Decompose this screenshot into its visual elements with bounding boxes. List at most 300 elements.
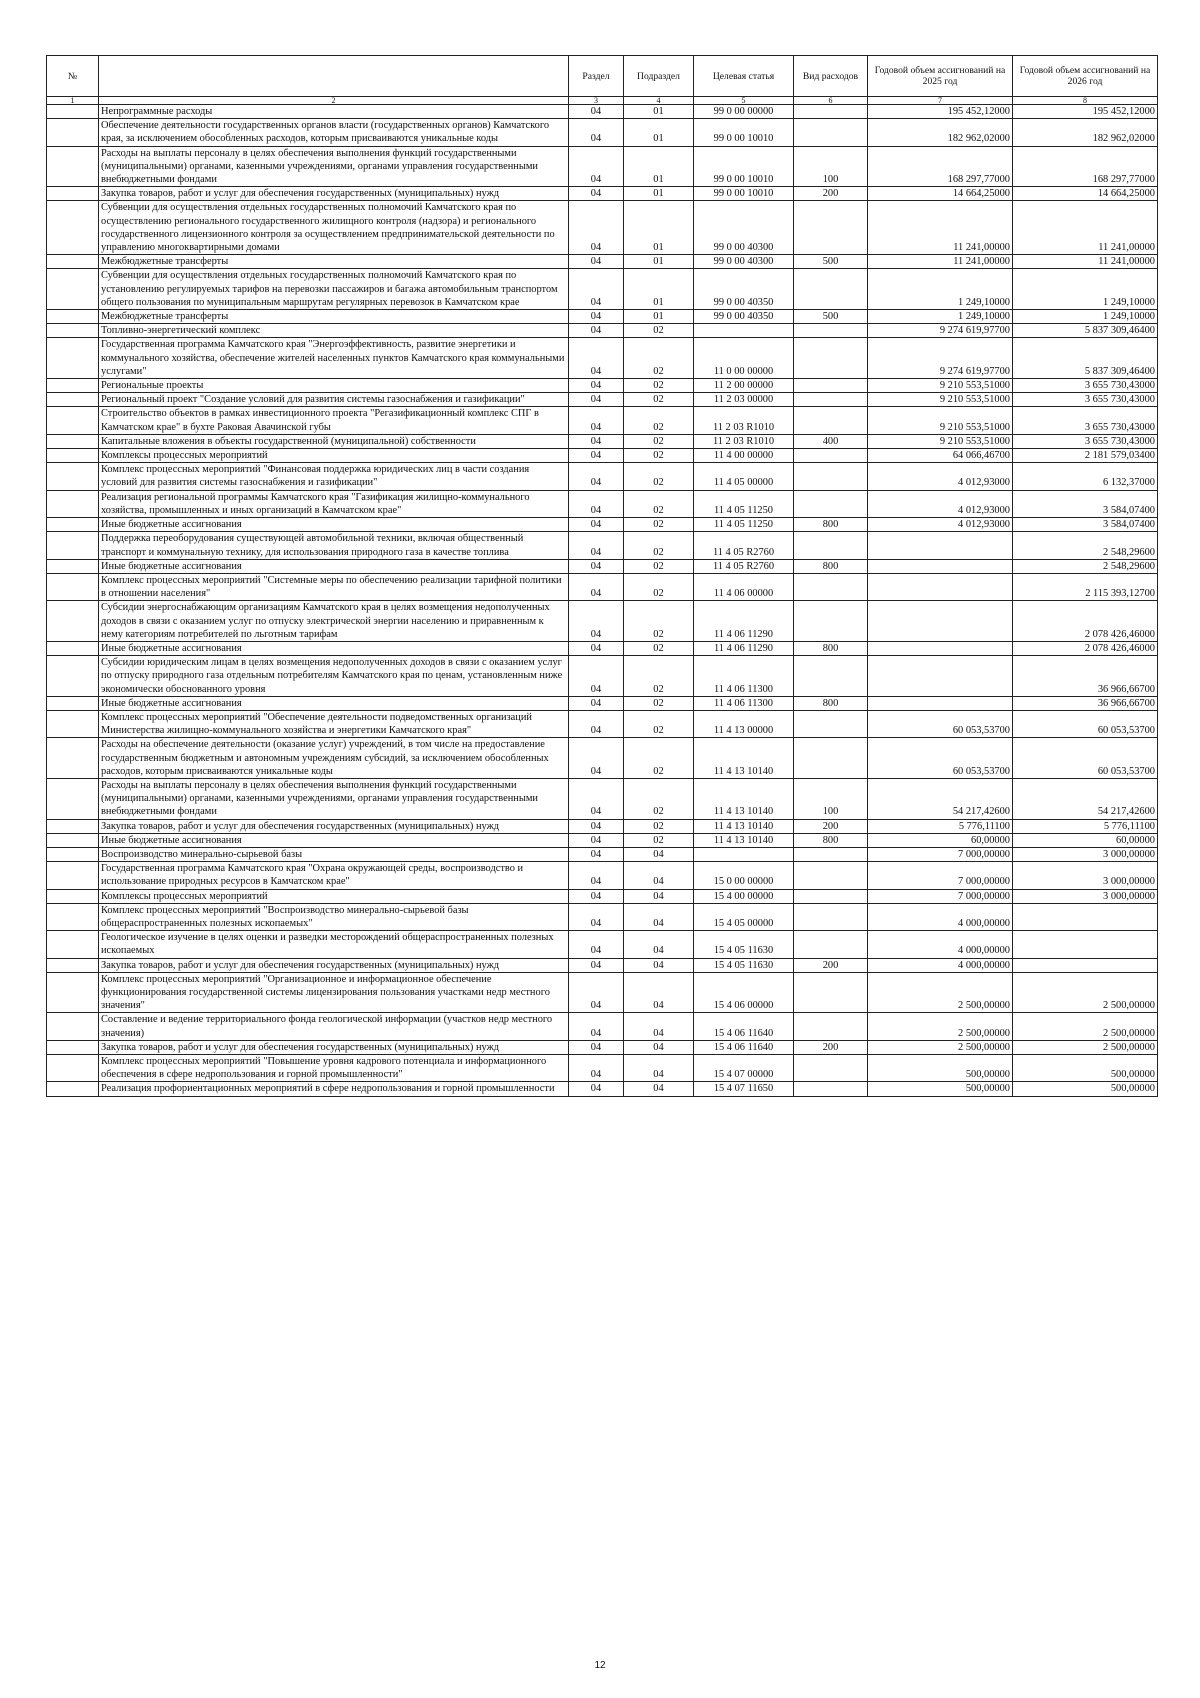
table-row	[47, 119, 1158, 146]
row-expense-type-cell	[794, 862, 868, 889]
row-target-article-cell	[694, 324, 794, 338]
table-row	[47, 738, 1158, 779]
row-amount-2026-cell: 60 053,53700	[1013, 710, 1158, 737]
row-target-article-cell: 11 4 05 R2760	[694, 559, 794, 573]
table-row	[47, 379, 1158, 393]
row-podrazdel-cell: 02	[624, 738, 694, 779]
table-row	[47, 958, 1158, 972]
table-row	[47, 407, 1158, 434]
row-number-cell	[47, 146, 99, 187]
row-amount-2026-cell: 6 132,37000	[1013, 463, 1158, 490]
header-podrazdel: Подраздел	[624, 56, 694, 97]
row-podrazdel-cell: 02	[624, 434, 694, 448]
row-razdel-cell: 04	[569, 972, 624, 1013]
row-amount-2025-cell: 4 012,93000	[868, 518, 1013, 532]
row-razdel-cell: 04	[569, 778, 624, 819]
row-expense-type-cell: 800	[794, 518, 868, 532]
row-name-cell: Межбюджетные трансферты	[99, 255, 569, 269]
table-row	[47, 490, 1158, 517]
row-name-cell: Межбюджетные трансферты	[99, 310, 569, 324]
row-expense-type-cell	[794, 601, 868, 642]
row-expense-type-cell	[794, 532, 868, 559]
row-name-cell: Субсидии юридическим лицам в целях возмещения недополученных доходов в связи с оказанием услуг по отпуску природного газа отдельным потребителям Камчатского края по ценам, установленным ниже экономически обоснованного уровня	[99, 656, 569, 697]
row-name-cell: Расходы на выплаты персоналу в целях обеспечения выполнения функций государственными (муниципальными) органами, казенными учреждениями, органами управления государственными внебюджетными фондами	[99, 778, 569, 819]
table-row	[47, 201, 1158, 255]
row-podrazdel-cell: 02	[624, 338, 694, 379]
row-target-article-cell: 11 2 03 R1010	[694, 407, 794, 434]
table-row	[47, 903, 1158, 930]
header-amount-2025: Годовой объем ассигнований на 2025 год	[868, 56, 1013, 97]
table-row	[47, 656, 1158, 697]
row-name-cell: Региональный проект "Создание условий для развития системы газоснабжения и газификации"	[99, 393, 569, 407]
header-number: №	[47, 56, 99, 97]
row-name-cell: Иные бюджетные ассигнования	[99, 696, 569, 710]
row-name-cell: Закупка товаров, работ и услуг для обеспечения государственных (муниципальных) нужд	[99, 187, 569, 201]
row-amount-2026-cell: 500,00000	[1013, 1055, 1158, 1082]
row-amount-2026-cell: 5 776,11100	[1013, 819, 1158, 833]
row-amount-2026-cell: 3 655 730,43000	[1013, 379, 1158, 393]
row-target-article-cell: 11 0 00 00000	[694, 338, 794, 379]
row-amount-2025-cell: 9 210 553,51000	[868, 393, 1013, 407]
budget-table	[46, 55, 1158, 1097]
row-expense-type-cell	[794, 105, 868, 119]
row-razdel-cell: 04	[569, 119, 624, 146]
row-name-cell: Иные бюджетные ассигнования	[99, 559, 569, 573]
row-target-article-cell: 99 0 00 40300	[694, 201, 794, 255]
row-amount-2026-cell: 3 000,00000	[1013, 847, 1158, 861]
row-target-article-cell: 99 0 00 00000	[694, 105, 794, 119]
row-target-article-cell: 11 4 13 10140	[694, 819, 794, 833]
row-amount-2026-cell	[1013, 903, 1158, 930]
row-number-cell	[47, 324, 99, 338]
row-podrazdel-cell: 04	[624, 1055, 694, 1082]
row-expense-type-cell: 800	[794, 559, 868, 573]
row-amount-2025-cell: 7 000,00000	[868, 889, 1013, 903]
table-row	[47, 518, 1158, 532]
row-razdel-cell: 04	[569, 269, 624, 310]
row-razdel-cell: 04	[569, 696, 624, 710]
row-amount-2025-cell: 168 297,77000	[868, 146, 1013, 187]
page-number: 12	[594, 1660, 606, 1671]
row-number-cell	[47, 1082, 99, 1096]
row-podrazdel-cell: 01	[624, 187, 694, 201]
row-expense-type-cell: 200	[794, 187, 868, 201]
row-name-cell: Иные бюджетные ассигнования	[99, 641, 569, 655]
row-target-article-cell: 11 4 05 R2760	[694, 532, 794, 559]
row-podrazdel-cell: 02	[624, 379, 694, 393]
column-number: 7	[868, 97, 1013, 105]
row-number-cell	[47, 778, 99, 819]
row-amount-2025-cell: 4 012,93000	[868, 490, 1013, 517]
row-razdel-cell: 04	[569, 819, 624, 833]
row-amount-2025-cell: 182 962,02000	[868, 119, 1013, 146]
row-expense-type-cell: 200	[794, 819, 868, 833]
row-target-article-cell: 15 0 00 00000	[694, 862, 794, 889]
row-target-article-cell: 15 4 06 11640	[694, 1013, 794, 1040]
row-amount-2026-cell: 2 548,29600	[1013, 559, 1158, 573]
row-razdel-cell: 04	[569, 532, 624, 559]
table-row	[47, 324, 1158, 338]
row-number-cell	[47, 490, 99, 517]
row-name-cell: Закупка товаров, работ и услуг для обеспечения государственных (муниципальных) нужд	[99, 1040, 569, 1054]
row-amount-2025-cell: 60 053,53700	[868, 738, 1013, 779]
row-amount-2026-cell: 3 584,07400	[1013, 518, 1158, 532]
row-name-cell: Воспроизводство минерально-сырьевой базы	[99, 847, 569, 861]
row-name-cell: Комплекс процессных мероприятий "Системные меры по обеспечению реализации тарифной политики в отношении населения"	[99, 573, 569, 600]
row-number-cell	[47, 641, 99, 655]
row-name-cell: Топливно-энергетический комплекс	[99, 324, 569, 338]
row-amount-2026-cell: 2 500,00000	[1013, 1013, 1158, 1040]
column-number: 2	[99, 97, 569, 105]
row-expense-type-cell	[794, 738, 868, 779]
table-row	[47, 463, 1158, 490]
row-expense-type-cell	[794, 407, 868, 434]
row-number-cell	[47, 833, 99, 847]
column-number: 8	[1013, 97, 1158, 105]
row-name-cell: Комплекс процессных мероприятий "Воспроизводство минерально-сырьевой базы общераспространенных полезных ископаемых"	[99, 903, 569, 930]
row-target-article-cell: 15 4 06 11640	[694, 1040, 794, 1054]
row-number-cell	[47, 656, 99, 697]
row-number-cell	[47, 269, 99, 310]
row-expense-type-cell	[794, 656, 868, 697]
table-row	[47, 1055, 1158, 1082]
table-row	[47, 972, 1158, 1013]
row-number-cell	[47, 847, 99, 861]
row-podrazdel-cell: 04	[624, 931, 694, 958]
table-row	[47, 847, 1158, 861]
row-amount-2025-cell: 4 000,00000	[868, 931, 1013, 958]
row-expense-type-cell	[794, 847, 868, 861]
row-razdel-cell: 04	[569, 889, 624, 903]
row-name-cell: Субсидии энергоснабжающим организациям Камчатского края в целях возмещения недополученных доходов в связи с оказанием услуг по отпуску электрической энергии населению и приравненным к нему категориям потребителей по льготным тарифам	[99, 601, 569, 642]
row-razdel-cell: 04	[569, 310, 624, 324]
row-name-cell: Непрограммные расходы	[99, 105, 569, 119]
row-amount-2025-cell	[868, 656, 1013, 697]
row-target-article-cell: 11 4 06 11290	[694, 641, 794, 655]
row-target-article-cell: 99 0 00 10010	[694, 119, 794, 146]
row-number-cell	[47, 972, 99, 1013]
row-target-article-cell: 11 4 13 10140	[694, 833, 794, 847]
row-amount-2025-cell: 1 249,10000	[868, 310, 1013, 324]
row-amount-2026-cell: 182 962,02000	[1013, 119, 1158, 146]
table-row	[47, 778, 1158, 819]
budget-table-sheet	[46, 55, 1157, 1097]
row-name-cell: Строительство объектов в рамках инвестиционного проекта "Регазификационный комплекс СПГ в Камчатском крае" в бухте Раковая Авачинской губы	[99, 407, 569, 434]
table-row	[47, 434, 1158, 448]
row-podrazdel-cell: 02	[624, 449, 694, 463]
row-podrazdel-cell: 04	[624, 903, 694, 930]
row-amount-2025-cell	[868, 601, 1013, 642]
row-name-cell: Составление и ведение территориального фонда геологической информации (участков недр местного значения)	[99, 1013, 569, 1040]
row-amount-2025-cell	[868, 573, 1013, 600]
row-amount-2026-cell: 168 297,77000	[1013, 146, 1158, 187]
row-podrazdel-cell: 02	[624, 490, 694, 517]
row-name-cell: Комплексы процессных мероприятий	[99, 889, 569, 903]
row-razdel-cell: 04	[569, 641, 624, 655]
row-target-article-cell: 15 4 07 11650	[694, 1082, 794, 1096]
row-amount-2026-cell: 2 548,29600	[1013, 532, 1158, 559]
row-amount-2025-cell	[868, 641, 1013, 655]
row-expense-type-cell	[794, 710, 868, 737]
row-razdel-cell: 04	[569, 1082, 624, 1096]
row-expense-type-cell	[794, 379, 868, 393]
column-number: 1	[47, 97, 99, 105]
row-number-cell	[47, 393, 99, 407]
row-razdel-cell: 04	[569, 490, 624, 517]
row-number-cell	[47, 255, 99, 269]
row-amount-2025-cell: 2 500,00000	[868, 972, 1013, 1013]
row-number-cell	[47, 573, 99, 600]
row-amount-2026-cell: 14 664,25000	[1013, 187, 1158, 201]
row-expense-type-cell	[794, 1055, 868, 1082]
row-podrazdel-cell: 02	[624, 324, 694, 338]
row-amount-2025-cell: 11 241,00000	[868, 201, 1013, 255]
row-number-cell	[47, 532, 99, 559]
row-name-cell: Комплекс процессных мероприятий "Обеспечение деятельности подведомственных организаций Министерства жилищно-коммунального хозяйства и энергетики Камчатского края"	[99, 710, 569, 737]
row-number-cell	[47, 559, 99, 573]
row-target-article-cell: 99 0 00 10010	[694, 187, 794, 201]
row-amount-2026-cell: 195 452,12000	[1013, 105, 1158, 119]
row-target-article-cell: 15 4 06 00000	[694, 972, 794, 1013]
row-expense-type-cell: 800	[794, 696, 868, 710]
row-razdel-cell: 04	[569, 201, 624, 255]
table-row	[47, 187, 1158, 201]
row-podrazdel-cell: 02	[624, 573, 694, 600]
row-number-cell	[47, 449, 99, 463]
row-amount-2026-cell: 3 000,00000	[1013, 862, 1158, 889]
row-name-cell: Закупка товаров, работ и услуг для обеспечения государственных (муниципальных) нужд	[99, 819, 569, 833]
row-expense-type-cell	[794, 1013, 868, 1040]
row-expense-type-cell: 200	[794, 1040, 868, 1054]
row-expense-type-cell	[794, 338, 868, 379]
row-podrazdel-cell: 01	[624, 119, 694, 146]
row-number-cell	[47, 696, 99, 710]
table-row	[47, 146, 1158, 187]
row-razdel-cell: 04	[569, 393, 624, 407]
row-podrazdel-cell: 02	[624, 393, 694, 407]
row-amount-2025-cell: 5 776,11100	[868, 819, 1013, 833]
row-target-article-cell: 11 4 05 00000	[694, 463, 794, 490]
row-target-article-cell: 11 4 00 00000	[694, 449, 794, 463]
row-amount-2026-cell: 3 584,07400	[1013, 490, 1158, 517]
row-number-cell	[47, 931, 99, 958]
row-name-cell: Субвенции для осуществления отдельных государственных полномочий Камчатского края по установлению регулируемых тарифов на перевозки пассажиров и багажа автомобильным транспортом общего пользования по муниципальным маршрутам регулярных перевозок в Камчатском крае	[99, 269, 569, 310]
row-amount-2025-cell: 7 000,00000	[868, 847, 1013, 861]
row-amount-2025-cell: 14 664,25000	[868, 187, 1013, 201]
row-amount-2025-cell	[868, 532, 1013, 559]
row-amount-2025-cell: 2 500,00000	[868, 1040, 1013, 1054]
row-expense-type-cell: 100	[794, 778, 868, 819]
row-number-cell	[47, 187, 99, 201]
row-amount-2026-cell: 11 241,00000	[1013, 255, 1158, 269]
row-razdel-cell: 04	[569, 931, 624, 958]
row-podrazdel-cell: 02	[624, 559, 694, 573]
table-row	[47, 105, 1158, 119]
row-razdel-cell: 04	[569, 434, 624, 448]
column-number: 4	[624, 97, 694, 105]
header-target-article: Целевая статья	[694, 56, 794, 97]
row-amount-2025-cell: 4 000,00000	[868, 958, 1013, 972]
row-amount-2026-cell: 3 655 730,43000	[1013, 434, 1158, 448]
row-target-article-cell: 11 4 06 11300	[694, 696, 794, 710]
row-amount-2025-cell: 60 053,53700	[868, 710, 1013, 737]
table-row	[47, 255, 1158, 269]
row-number-cell	[47, 407, 99, 434]
row-number-cell	[47, 1013, 99, 1040]
row-number-cell	[47, 738, 99, 779]
row-name-cell: Комплексы процессных мероприятий	[99, 449, 569, 463]
table-row	[47, 338, 1158, 379]
row-amount-2026-cell: 1 249,10000	[1013, 269, 1158, 310]
row-target-article-cell: 15 4 05 11630	[694, 931, 794, 958]
row-number-cell	[47, 862, 99, 889]
row-name-cell: Иные бюджетные ассигнования	[99, 518, 569, 532]
table-header	[47, 56, 1158, 105]
row-amount-2026-cell: 36 966,66700	[1013, 656, 1158, 697]
row-amount-2025-cell: 9 274 619,97700	[868, 338, 1013, 379]
row-amount-2025-cell: 2 500,00000	[868, 1013, 1013, 1040]
table-row	[47, 601, 1158, 642]
header-amount-2026: Годовой объем ассигнований на 2026 год	[1013, 56, 1158, 97]
row-target-article-cell: 11 4 06 11300	[694, 656, 794, 697]
row-target-article-cell: 11 4 05 11250	[694, 490, 794, 517]
header-razdel: Раздел	[569, 56, 624, 97]
row-expense-type-cell	[794, 931, 868, 958]
row-expense-type-cell	[794, 1082, 868, 1096]
row-amount-2025-cell	[868, 696, 1013, 710]
table-row	[47, 889, 1158, 903]
table-row	[47, 931, 1158, 958]
row-amount-2025-cell: 54 217,42600	[868, 778, 1013, 819]
row-podrazdel-cell: 02	[624, 407, 694, 434]
table-row	[47, 862, 1158, 889]
row-amount-2025-cell	[868, 559, 1013, 573]
row-amount-2026-cell: 2 115 393,12700	[1013, 573, 1158, 600]
row-expense-type-cell: 100	[794, 146, 868, 187]
row-amount-2026-cell: 60 053,53700	[1013, 738, 1158, 779]
row-number-cell	[47, 958, 99, 972]
row-podrazdel-cell: 02	[624, 532, 694, 559]
row-razdel-cell: 04	[569, 518, 624, 532]
table-row	[47, 532, 1158, 559]
row-amount-2026-cell	[1013, 958, 1158, 972]
row-target-article-cell: 15 4 05 11630	[694, 958, 794, 972]
row-target-article-cell: 11 2 03 00000	[694, 393, 794, 407]
row-number-cell	[47, 119, 99, 146]
header-expense-type: Вид расходов	[794, 56, 868, 97]
row-razdel-cell: 04	[569, 1013, 624, 1040]
row-target-article-cell: 15 4 07 00000	[694, 1055, 794, 1082]
row-amount-2025-cell: 11 241,00000	[868, 255, 1013, 269]
row-razdel-cell: 04	[569, 1055, 624, 1082]
row-podrazdel-cell: 02	[624, 710, 694, 737]
table-row	[47, 833, 1158, 847]
row-podrazdel-cell: 04	[624, 1040, 694, 1054]
row-number-cell	[47, 310, 99, 324]
table-row	[47, 449, 1158, 463]
row-razdel-cell: 04	[569, 1040, 624, 1054]
row-name-cell: Реализация профориентационных мероприятий в сфере недропользования и горной промышленности	[99, 1082, 569, 1096]
row-expense-type-cell: 500	[794, 310, 868, 324]
row-name-cell: Закупка товаров, работ и услуг для обеспечения государственных (муниципальных) нужд	[99, 958, 569, 972]
row-amount-2025-cell: 64 066,46700	[868, 449, 1013, 463]
row-target-article-cell	[694, 847, 794, 861]
row-target-article-cell: 11 4 13 10140	[694, 778, 794, 819]
row-amount-2026-cell: 11 241,00000	[1013, 201, 1158, 255]
column-number: 3	[569, 97, 624, 105]
row-podrazdel-cell: 04	[624, 1013, 694, 1040]
row-target-article-cell: 15 4 00 00000	[694, 889, 794, 903]
table-row	[47, 710, 1158, 737]
row-target-article-cell: 15 4 05 00000	[694, 903, 794, 930]
row-amount-2025-cell: 9 210 553,51000	[868, 407, 1013, 434]
row-name-cell: Реализация региональной программы Камчатского края "Газификация жилищно-коммунального хозяйства, промышленных и иных организаций в Камчатском крае"	[99, 490, 569, 517]
row-razdel-cell: 04	[569, 958, 624, 972]
row-amount-2025-cell: 60,00000	[868, 833, 1013, 847]
table-row	[47, 573, 1158, 600]
row-razdel-cell: 04	[569, 847, 624, 861]
row-podrazdel-cell: 02	[624, 819, 694, 833]
row-podrazdel-cell: 02	[624, 463, 694, 490]
table-row	[47, 1040, 1158, 1054]
row-razdel-cell: 04	[569, 187, 624, 201]
row-number-cell	[47, 338, 99, 379]
table-row	[47, 819, 1158, 833]
row-expense-type-cell	[794, 119, 868, 146]
row-number-cell	[47, 1055, 99, 1082]
row-target-article-cell: 99 0 00 40300	[694, 255, 794, 269]
row-number-cell	[47, 601, 99, 642]
row-name-cell: Расходы на обеспечение деятельности (оказание услуг) учреждений, в том числе на предоставление государственным бюджетным и автономным учреждениям субсидий, за исключением обособленных расходов, которым присваиваются уникальные коды	[99, 738, 569, 779]
row-name-cell: Комплекс процессных мероприятий "Организационное и информационное обеспечение функционирования государственной системы лицензирования пользования участками недр местного значения"	[99, 972, 569, 1013]
row-expense-type-cell	[794, 201, 868, 255]
row-expense-type-cell	[794, 393, 868, 407]
row-amount-2025-cell: 9 274 619,97700	[868, 324, 1013, 338]
row-amount-2026-cell: 5 837 309,46400	[1013, 338, 1158, 379]
row-podrazdel-cell: 02	[624, 518, 694, 532]
row-razdel-cell: 04	[569, 559, 624, 573]
row-amount-2025-cell: 195 452,12000	[868, 105, 1013, 119]
row-expense-type-cell: 400	[794, 434, 868, 448]
row-amount-2025-cell: 7 000,00000	[868, 862, 1013, 889]
row-name-cell: Комплекс процессных мероприятий "Финансовая поддержка юридических лиц в части создания условий для развития системы газоснабжения и газификации"	[99, 463, 569, 490]
table-row	[47, 641, 1158, 655]
row-name-cell: Комплекс процессных мероприятий "Повышение уровня кадрового потенциала и информационного обеспечения в сфере недропользования и горной промышленности"	[99, 1055, 569, 1082]
row-razdel-cell: 04	[569, 146, 624, 187]
row-target-article-cell: 11 4 06 00000	[694, 573, 794, 600]
row-number-cell	[47, 105, 99, 119]
row-razdel-cell: 04	[569, 105, 624, 119]
row-amount-2026-cell: 2 181 579,03400	[1013, 449, 1158, 463]
table-row	[47, 393, 1158, 407]
row-podrazdel-cell: 01	[624, 105, 694, 119]
row-target-article-cell: 99 0 00 40350	[694, 269, 794, 310]
row-number-cell	[47, 379, 99, 393]
row-amount-2026-cell: 2 500,00000	[1013, 972, 1158, 1013]
row-target-article-cell: 11 2 03 R1010	[694, 434, 794, 448]
row-amount-2025-cell: 4 012,93000	[868, 463, 1013, 490]
row-expense-type-cell	[794, 573, 868, 600]
row-amount-2026-cell: 3 655 730,43000	[1013, 393, 1158, 407]
row-podrazdel-cell: 04	[624, 972, 694, 1013]
table-row	[47, 1013, 1158, 1040]
row-number-cell	[47, 710, 99, 737]
row-amount-2026-cell: 2 500,00000	[1013, 1040, 1158, 1054]
row-amount-2026-cell: 5 837 309,46400	[1013, 324, 1158, 338]
table-body	[47, 105, 1158, 1097]
row-expense-type-cell	[794, 889, 868, 903]
row-razdel-cell: 04	[569, 710, 624, 737]
